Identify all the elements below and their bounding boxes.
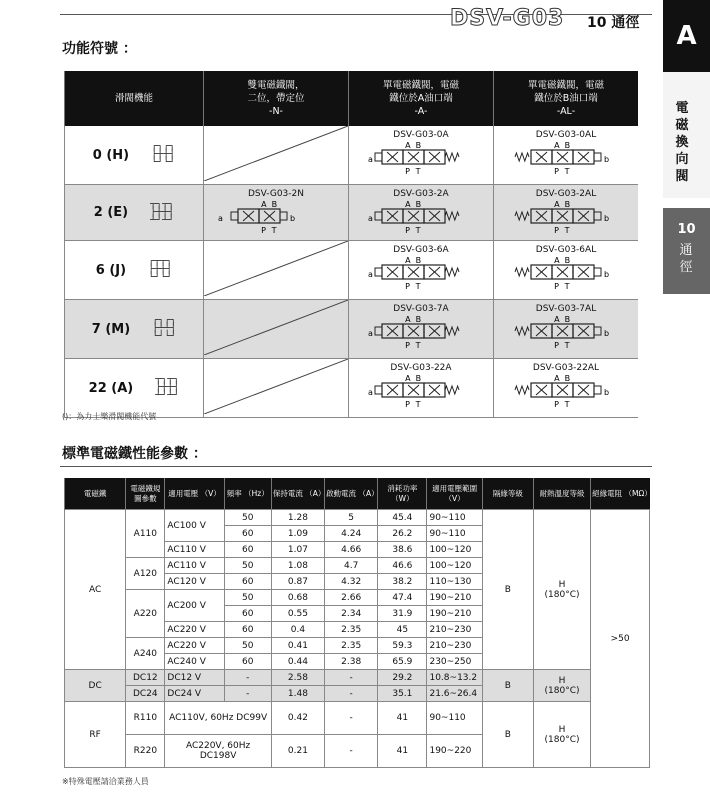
start-cell: 2.34 [325,606,378,622]
valve-symbol-icon [511,314,621,350]
svg-text:B: B [415,200,422,209]
svg-text:A: A [554,200,560,209]
svg-text:T: T [415,167,421,176]
code-cell: R110 [126,702,165,735]
model-code: DSV-G03-6A [393,245,449,255]
svg-text:A: A [405,374,411,383]
model-code: DSV-G03-2AL [535,189,597,199]
spool-symbol-icon: ┌┐┌┐ ├┴┴┤ └┘└┘ [152,315,177,342]
diagonal-strike [204,359,348,414]
svg-text:a: a [367,388,373,397]
start-cell: 2.38 [325,654,378,670]
header-line: -A- [414,106,428,117]
tab-size-number: 10 [677,222,696,237]
range-cell: 90~110 [427,526,482,542]
header-double-solenoid [204,71,349,126]
header-voltage: 適用電壓 （V） [165,478,224,510]
hold-cell: 1.48 [271,686,324,702]
spool-function-cell [65,241,204,300]
svg-text:a: a [367,270,373,279]
svg-text:A: A [405,200,411,209]
svg-text:T: T [564,226,570,235]
tab-category-label: 電磁換向閥 [675,101,689,184]
spool-function-cell [65,185,204,241]
cell-al [493,359,638,418]
section-title-functions: 功能符號 ： [62,41,137,57]
voltage-cell: AC220 V [165,638,224,654]
range-cell: 190~210 [427,606,482,622]
svg-text:P: P [405,167,410,176]
header-power: 消耗功率 （W） [378,478,427,510]
cell-n-empty [204,359,349,418]
start-cell: 4.32 [325,574,378,590]
header-voltage-range: 適用電壓範圍 （V） [427,478,482,510]
svg-text:T: T [415,226,421,235]
svg-text:B: B [271,200,278,209]
tab-size-label: 通徑 [679,243,693,275]
header-line: 鐵位於B油口端 [534,93,598,104]
model-code: DSV-G03-22A [390,363,452,373]
model-code: DSV-G03-0A [393,130,449,140]
heat-cell [533,702,590,768]
code-cell: A120 [126,558,165,590]
heat-temp: (180°C) [544,734,580,745]
range-cell: 100~120 [427,558,482,574]
power-cell: 45 [378,622,427,638]
svg-text:T: T [564,282,570,291]
table-header-row [65,478,650,510]
svg-text:T: T [271,226,277,235]
section-title-solenoid: 標準電磁鐵性能參數 ： [62,446,207,462]
svg-text:b: b [603,388,610,397]
range-cell: 210~230 [427,622,482,638]
cell-n-empty [204,241,349,300]
svg-text:A: A [405,256,411,265]
power-cell: 35.1 [378,686,427,702]
hold-cell: 0.21 [271,735,324,768]
model-code: DSV-G03-22AL [532,363,600,373]
voltage-note: ※特殊電壓請洽業務人員 [62,777,149,786]
voltage-cell: AC220V, 60Hz DC198V [165,735,271,768]
start-cell: 2.35 [325,622,378,638]
range-cell: 110~130 [427,574,482,590]
cell-n-empty [204,126,349,185]
spool-symbol-icon: ┬┐┬┐ ├┼┼┤ ┴┘┴┘ [155,374,180,401]
group-rf: RF [65,702,126,768]
model-code: DSV-G03-7A [393,304,449,314]
svg-text:P: P [405,341,410,350]
spool-function-label: 6 (J) [95,262,127,278]
code-cell: DC12 [126,670,165,686]
power-cell: 46.6 [378,558,427,574]
hz-cell: 50 [224,558,271,574]
svg-text:B: B [564,315,571,324]
range-cell: 90~110 [427,702,482,735]
svg-text:A: A [261,200,267,209]
header-line: 單電磁鐵閥，電磁 [382,80,459,91]
hz-cell: 50 [224,638,271,654]
cell-n [204,185,349,241]
header-line: 鐵位於A油口端 [389,93,453,104]
cell-a [349,241,494,300]
svg-text:T: T [415,341,421,350]
svg-text:B: B [564,374,571,383]
code-cell: A110 [126,510,165,558]
svg-text:T: T [415,400,421,409]
voltage-cell: AC110V, 60Hz DC99V [165,702,271,735]
svg-text:P: P [261,226,266,235]
start-cell: 2.66 [325,590,378,606]
power-cell: 41 [378,702,427,735]
svg-text:A: A [554,141,560,150]
hold-cell: 1.07 [271,542,324,558]
start-cell: - [325,735,378,768]
heat-temp: (180°C) [544,685,580,696]
svg-text:T: T [415,282,421,291]
power-cell: 31.9 [378,606,427,622]
power-cell: 47.4 [378,590,427,606]
diagonal-strike [204,241,348,296]
model-code: DSV-G03-2A [393,189,449,199]
header-start-current: 啟動電流 （A） [325,478,378,510]
hz-cell: 60 [224,654,271,670]
header-hold-current: 保持電流 （A） [271,478,324,510]
start-cell: 4.66 [325,542,378,558]
hz-cell: 50 [224,510,271,526]
svg-text:T: T [564,400,570,409]
hz-cell: - [224,670,271,686]
header-spool-function: 滑閥機能 [65,71,204,126]
section-rule [60,466,652,467]
hold-cell: 0.4 [271,622,324,638]
group-dc: DC [65,670,126,702]
insulation-cell: B [482,510,533,670]
resistance-cell: >50 [591,510,650,768]
spool-function-cell [65,359,204,418]
hold-cell: 1.28 [271,510,324,526]
voltage-cell: AC200 V [165,590,224,622]
range-cell: 190~210 [427,590,482,606]
start-cell: 4.24 [325,526,378,542]
cell-al [493,241,638,300]
svg-text:b: b [603,214,610,223]
power-cell: 29.2 [378,670,427,686]
cell-n-empty [204,300,349,359]
svg-text:P: P [554,167,559,176]
heat-class: H [558,675,566,686]
power-cell: 41 [378,735,427,768]
code-cell: R220 [126,735,165,768]
voltage-cell: DC12 V [165,670,224,686]
svg-text:T: T [564,341,570,350]
valve-symbol-icon [366,373,476,409]
header-line: 單電磁鐵閥，電磁 [527,80,604,91]
svg-text:b: b [603,329,610,338]
start-cell: 4.7 [325,558,378,574]
svg-text:P: P [554,226,559,235]
power-cell: 45.4 [378,510,427,526]
spool-symbol-icon: ┌┬┬┐ ├┼┼┤ └┘└┘ [148,256,173,283]
svg-text:A: A [405,141,411,150]
spool-function-label: 0 (H) [92,147,130,163]
header-insulation-class: 隔緣等級 [482,478,533,510]
hold-cell: 0.41 [271,638,324,654]
hold-cell: 0.55 [271,606,324,622]
spool-function-cell [65,126,204,185]
hold-cell: 0.68 [271,590,324,606]
valve-symbol-icon [216,199,336,235]
header-frequency: 頻率 （Hz） [224,478,271,510]
table-header-row [65,71,639,126]
svg-text:b: b [603,270,610,279]
svg-text:A: A [554,256,560,265]
voltage-cell: AC120 V [165,574,224,590]
valve-symbol-icon [366,199,476,235]
cell-a [349,359,494,418]
start-cell: - [325,670,378,686]
svg-text:P: P [405,400,410,409]
power-cell: 65.9 [378,654,427,670]
hold-cell: 1.09 [271,526,324,542]
function-note: ()：為力士樂滑閥機能代號 [62,412,157,421]
voltage-cell: DC24 V [165,686,224,702]
header-solenoid: 電磁鐵 [65,478,126,510]
group-ac: AC [65,510,126,670]
heat-temp: (180°C) [544,589,580,600]
spool-function-label: 2 (E) [93,205,129,220]
header-line: 二位，帶定位 [247,93,305,104]
header-line: -AL- [556,106,576,117]
cell-a [349,185,494,241]
header-heat-class: 耐熱溫度等級 [533,478,590,510]
hz-cell: 60 [224,574,271,590]
heat-class: H [558,724,566,735]
solenoid-performance-table [64,478,650,768]
cell-al [493,185,638,241]
table-row [65,300,639,359]
spool-function-cell [65,300,204,359]
svg-text:a: a [218,214,223,223]
svg-text:B: B [564,256,571,265]
table-row [65,359,639,418]
spool-function-label: 22 (A) [88,380,134,396]
header-single-solenoid-a [349,71,494,126]
svg-text:a: a [367,214,373,223]
svg-text:B: B [415,315,422,324]
svg-text:B: B [564,141,571,150]
range-cell: 230~250 [427,654,482,670]
header-single-solenoid-b [493,71,638,126]
svg-text:B: B [564,200,571,209]
power-cell: 26.2 [378,526,427,542]
hz-cell: 60 [224,542,271,558]
cell-al [493,300,638,359]
hz-cell: 50 [224,590,271,606]
model-code: DSV-G03-7AL [535,304,597,314]
svg-text:P: P [405,282,410,291]
table-row [65,185,639,241]
voltage-cell: AC220 V [165,622,224,638]
svg-text:A: A [554,374,560,383]
table-row [65,126,639,185]
start-cell: 5 [325,510,378,526]
header-line: -N- [269,106,283,117]
voltage-cell: AC110 V [165,542,224,558]
header-resistance: 絕緣電阻 （MΩ） [591,478,650,510]
insulation-cell: B [482,670,533,702]
table-row [65,510,650,526]
hz-cell: 60 [224,622,271,638]
heat-cell [533,670,590,702]
diagonal-strike [204,126,348,181]
hold-cell: 0.87 [271,574,324,590]
range-cell: 90~110 [427,510,482,526]
hold-cell: 0.42 [271,702,324,735]
cell-a [349,300,494,359]
model-code: DSV-G03-6AL [535,245,597,255]
svg-text:P: P [554,341,559,350]
cell-al [493,126,638,185]
heat-cell [533,510,590,670]
code-cell: A240 [126,638,165,670]
power-cell: 59.3 [378,638,427,654]
svg-text:a: a [367,329,373,338]
power-cell: 38.2 [378,574,427,590]
model-title: DSV-G03 [450,6,565,31]
spool-symbol-icon: ┬┐┬┐ ├┼┼┤ ┴┘┴┘ [150,198,175,226]
valve-symbol-icon [366,140,476,176]
power-cell: 38.6 [378,542,427,558]
table-row [65,241,639,300]
function-symbol-table [64,71,638,418]
heat-class: H [558,579,566,590]
hold-cell: 1.08 [271,558,324,574]
svg-text:T: T [564,167,570,176]
svg-text:A: A [554,315,560,324]
code-cell: DC24 [126,686,165,702]
svg-text:B: B [415,256,422,265]
svg-text:B: B [415,374,422,383]
valve-symbol-icon [511,255,621,291]
voltage-cell: AC240 V [165,654,224,670]
insulation-cell: B [482,702,533,768]
hold-cell: 2.58 [271,670,324,686]
range-cell: 190~220 [427,735,482,768]
voltage-cell: AC110 V [165,558,224,574]
diagonal-strike [204,300,348,355]
header-line: 雙電磁鐵閥， [247,80,305,91]
header-code: 電磁鐵規 圖參數 [126,478,165,510]
svg-text:b: b [290,214,296,223]
svg-text:b: b [603,155,610,164]
hold-cell: 0.44 [271,654,324,670]
range-cell: 210~230 [427,638,482,654]
start-cell: 2.35 [325,638,378,654]
svg-text:P: P [405,226,410,235]
cell-a [349,126,494,185]
svg-text:A: A [405,315,411,324]
svg-text:P: P [554,400,559,409]
valve-symbol-icon [366,255,476,291]
tab-a[interactable]: A [663,0,710,72]
valve-symbol-icon [366,314,476,350]
voltage-cell: AC100 V [165,510,224,542]
start-cell: - [325,702,378,735]
valve-symbol-icon [511,199,621,235]
table-row [65,670,650,686]
svg-text:a: a [367,155,373,164]
table-row [65,702,650,735]
svg-text:P: P [554,282,559,291]
code-cell: A220 [126,590,165,638]
size-label: 10 通徑 [587,15,640,31]
spool-function-label: 7 (M) [91,321,131,337]
hz-cell: 60 [224,526,271,542]
valve-symbol-icon [511,140,621,176]
hz-cell: - [224,686,271,702]
hz-cell: 60 [224,606,271,622]
range-cell: 10.8~13.2 [427,670,482,686]
start-cell: - [325,686,378,702]
valve-symbol-icon [511,373,621,409]
model-code: DSV-G03-2N [248,189,304,199]
range-cell: 21.6~26.4 [427,686,482,702]
range-cell: 100~120 [427,542,482,558]
model-code: DSV-G03-0AL [535,130,597,140]
spool-symbol-icon: ┌┐┌┐ ├┼┼┤ └┘└┘ [151,141,176,168]
svg-text:B: B [415,141,422,150]
